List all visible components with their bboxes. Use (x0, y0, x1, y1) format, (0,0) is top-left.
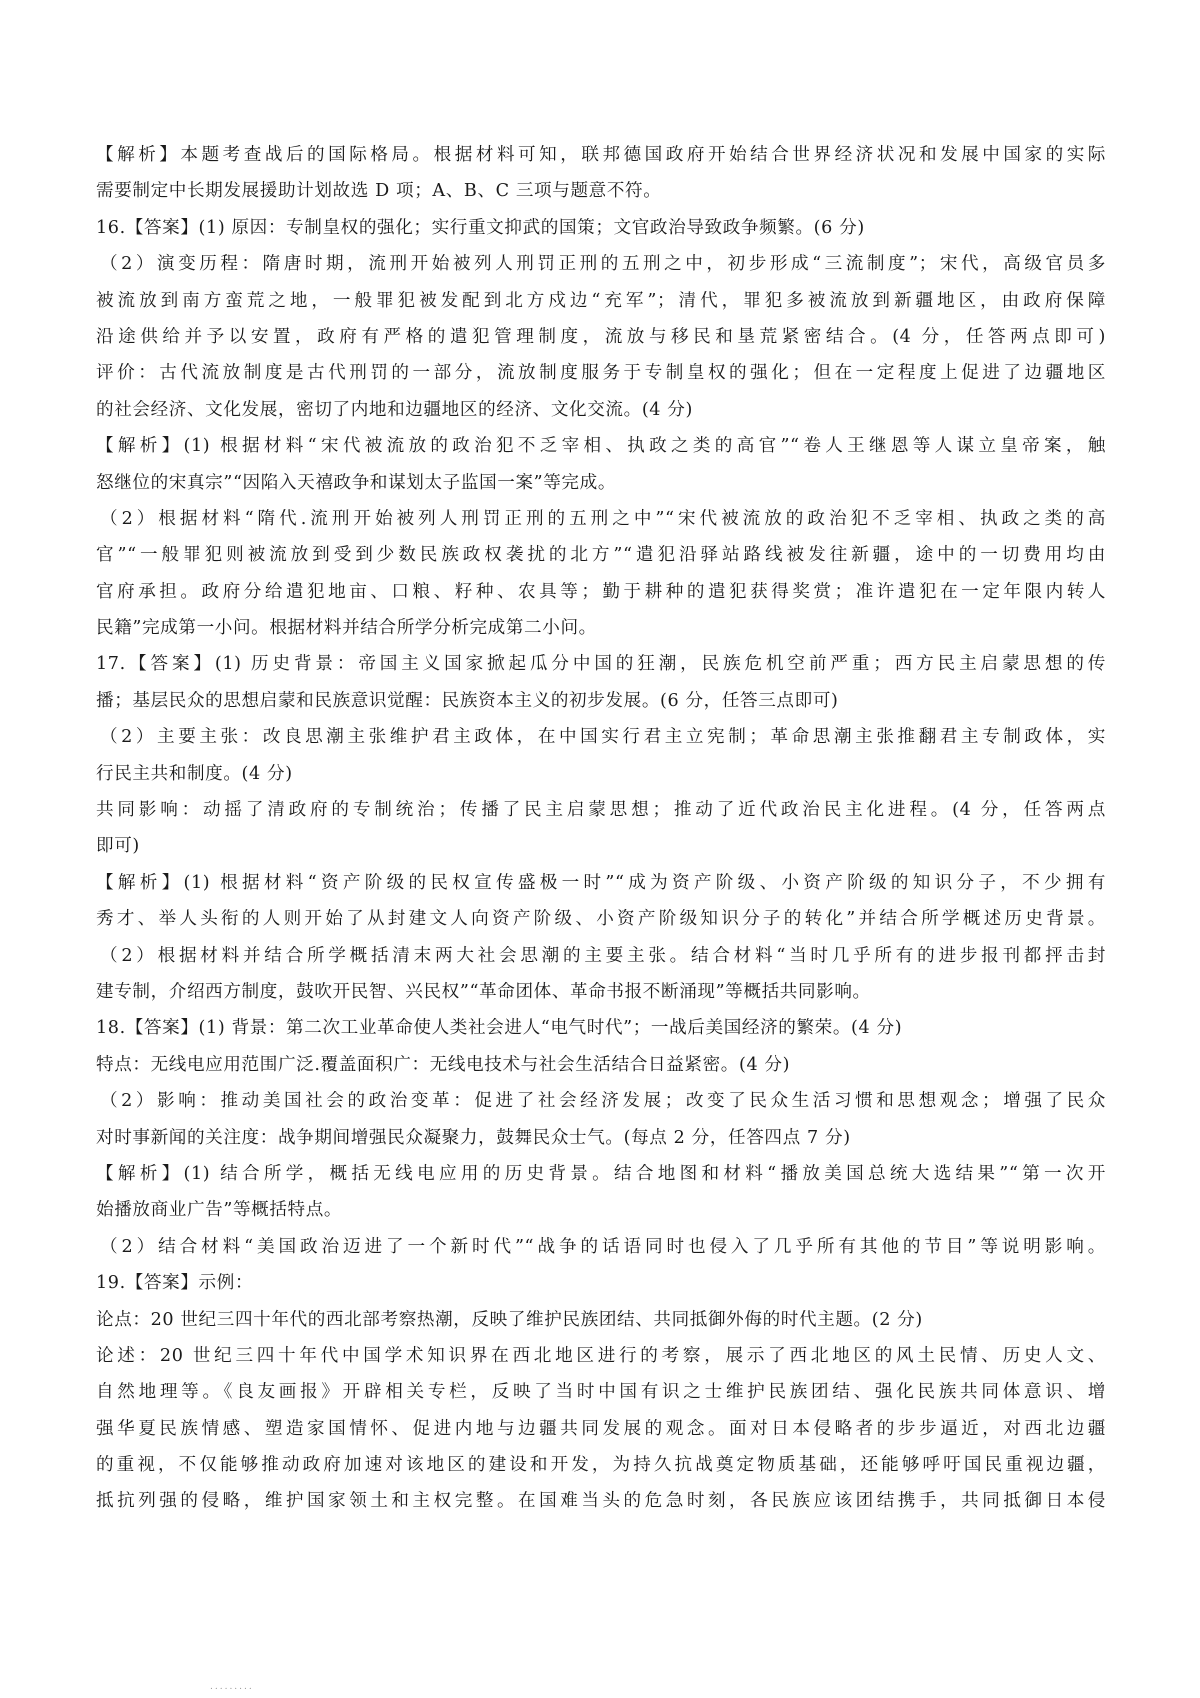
text-line: 行民主共和制度。(4 分) (96, 763, 293, 784)
answer-text-body (96, 137, 1106, 1520)
text-line: 【解析】(1) 根据材料“宋代被流放的政治犯不乏宰相、执政之类的高官”“卷人王继恩等人谋立皇帝案，触 (96, 436, 1106, 457)
text-line: 民籍”完成第一小问。根据材料并结合所学分析完成第二小问。 (96, 618, 597, 639)
text-line: 即可) (96, 836, 140, 857)
text-line: 【解析】(1) 结合所学，概括无线电应用的历史背景。结合地图和材料“播放美国总统大选结果”“第一次开 (96, 1163, 1106, 1184)
text-line: 对时事新闻的关注度：战争期间增强民众凝聚力，鼓舞民众士气。(每点 2 分，任答四点 7 分) (96, 1127, 851, 1148)
text-line: 18.【答案】(1) 背景：第二次工业革命使人类社会进人“电气时代”；一战后美国经济的繁荣。(4 分) (96, 1018, 903, 1039)
text-line: （2）演变历程：隋唐时期，流刑开始被列人刑罚正刑的五刑之中，初步形成“三流制度”；宋代，高级官员多 (100, 254, 1106, 275)
text-line: 怒继位的宋真宗”“因陷入天禧政争和谋划太子监国一案”等完成。 (96, 472, 617, 493)
text-line: （2）结合材料“美国政治迈进了一个新时代”“战争的话语同时也侵入了几乎所有其他的节目”等说明影响。 (100, 1236, 1106, 1257)
text-line: 沿途供给并予以安置，政府有严格的遣犯管理制度，流放与移民和垦荒紧密结合。(4 分，任答两点即可) (96, 326, 1106, 347)
text-line: 被流放到南方蛮荒之地，一般罪犯被发配到北方戍边“充军”；清代，罪犯多被流放到新疆地区，由政府保障 (96, 290, 1106, 311)
text-line: 论述：20 世纪三四十年代中国学术知识界在西北地区进行的考察，展示了西北地区的风土民情、历史人文、 (96, 1345, 1106, 1366)
text-line: 19.【答案】示例： (96, 1273, 254, 1294)
text-line: 需要制定中长期发展援助计划故选 D 项；A、B、C 三项与题意不符。 (96, 181, 662, 202)
text-line: 建专制，介绍西方制度，鼓吹开民智、兴民权”“革命团体、革命书报不断涌现”等概括共同影响。 (96, 981, 871, 1002)
text-line: 自然地理等。《良友画报》开辟相关专栏，反映了当时中国有识之士维护民族团结、强化民族共同体意识、增 (96, 1382, 1106, 1403)
text-line: 的社会经济、文化发展，密切了内地和边疆地区的经济、文化交流。(4 分) (96, 399, 693, 420)
text-line: 播；基层民众的思想启蒙和民族意识觉醒：民族资本主义的初步发展。(6 分，任答三点即可) (96, 690, 839, 711)
text-line: 评价：古代流放制度是古代刑罚的一部分，流放制度服务于专制皇权的强化；但在一定程度上促进了边疆地区 (96, 363, 1106, 384)
text-line: 共同影响：动摇了清政府的专制统治；传播了民主启蒙思想；推动了近代政治民主化进程。(4 分，任答两点 (96, 800, 1106, 821)
text-line: 16.【答案】(1) 原因：专制皇权的强化；实行重文抑武的国策；文官政治导致政争频繁。(6 分) (96, 217, 865, 238)
text-line: 【解析】(1) 根据材料“资产阶级的民权宣传盛极一时”“成为资产阶级、小资产阶级的知识分子，不少拥有 (96, 872, 1106, 893)
text-line: 强华夏民族情感、塑造家国情怀、促进内地与边疆共同发展的观念。面对日本侵略者的步步逼近，对西北边疆 (96, 1418, 1106, 1439)
text-line: 抵抗列强的侵略，维护国家领土和主权完整。在国难当头的危急时刻，各民族应该团结携手，共同抵御日本侵 (96, 1491, 1106, 1512)
text-line: （2）影响：推动美国社会的政治变革：促进了社会经济发展；改变了民众生活习惯和思想观念；增强了民众 (100, 1091, 1106, 1112)
text-line: 【解析】本题考查战后的国际格局。根据材料可知，联邦德国政府开始结合世界经济状况和发展中国家的实际 (96, 145, 1106, 165)
text-line: 17.【答案】(1) 历史背景：帝国主义国家掀起瓜分中国的狂潮，民族危机空前严重；西方民主启蒙思想的传 (96, 654, 1106, 675)
text-line: 始播放商业广告”等概括特点。 (96, 1200, 343, 1221)
footer-mark: ......... (210, 1682, 254, 1692)
text-line: 的重视，不仅能够推动政府加速对该地区的建设和开发，为持久抗战奠定物质基础，还能够呼吁国民重视边疆， (96, 1455, 1106, 1476)
text-line: 官”“一般罪犯则被流放到受到少数民族政权袭扰的北方”“遣犯沿驿站路线被发往新疆，途中的一切费用均由 (96, 545, 1106, 566)
text-line: （2）主要主张：改良思潮主张维护君主政体，在中国实行君主立宪制；革命思潮主张推翻君主专制政体，实 (100, 727, 1106, 748)
text-line: 秀才、举人头衔的人则开始了从封建文人向资产阶级、小资产阶级知识分子的转化”并结合所学概述历史背景。 (96, 909, 1106, 930)
text-line: 特点：无线电应用范围广泛.覆盖面积广：无线电技术与社会生活结合日益紧密。(4 分) (96, 1054, 791, 1075)
text-line: 官府承担。政府分给遣犯地亩、口粮、籽种、农具等；勤于耕种的遣犯获得奖赏；准许遣犯在一定年限内转人 (96, 581, 1106, 602)
text-line: 论点：20 世纪三四十年代的西北部考察热潮，反映了维护民族团结、共同抵御外侮的时代主题。(2 分) (96, 1309, 923, 1330)
text-line: （2）根据材料“隋代.流刑开始被列人刑罚正刑的五刑之中”“宋代被流放的政治犯不乏宰相、执政之类的高 (100, 508, 1106, 529)
text-line: （2）根据材料并结合所学概括清末两大社会思潮的主要主张。结合材料“当时几乎所有的进步报刊都抨击封 (100, 945, 1106, 966)
